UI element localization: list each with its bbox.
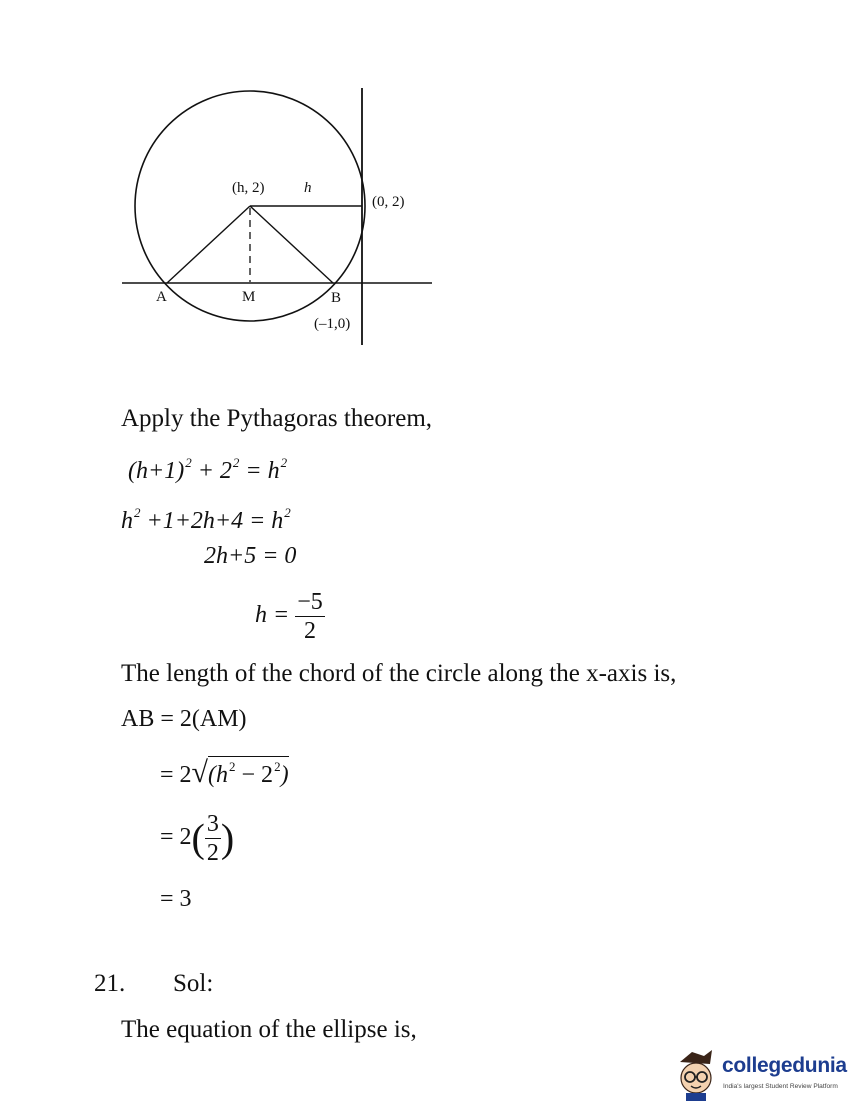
ellipse-equation-text: The equation of the ellipse is, <box>121 1016 417 1043</box>
student-mascot-icon <box>672 1048 720 1102</box>
circle-diagram <box>0 0 860 360</box>
line-center-to-A <box>167 206 250 283</box>
label-center: (h, 2) <box>232 180 265 196</box>
label-M: M <box>242 289 256 305</box>
equation-line-2: $h^2 +1+2h+4 = h^2$ <box>121 505 291 534</box>
label-B: B <box>331 290 342 306</box>
label-A: A <box>156 289 167 305</box>
label-tangent-point: (0, 2) <box>372 194 405 210</box>
line-center-to-B <box>250 206 333 283</box>
logo-name: collegedunia <box>722 1054 847 1077</box>
apply-pythagoras-text: Apply the Pythagoras theorem, <box>121 405 433 432</box>
equation-line-4: h = $\frac{-5}{2}$ <box>255 589 323 644</box>
ab-line-2: = $2√(h^2 - 2^2)$ <box>160 756 289 789</box>
equation-line-1: $(h+1)^2 + 2^2 = h^2$ <box>128 455 288 484</box>
ab-line-3: = 2( $\frac{3}{2}$ ) <box>160 811 235 866</box>
equation-line-3: 2h+5 = 0 <box>204 543 297 569</box>
collegedunia-logo[interactable] <box>672 1046 852 1104</box>
chord-length-text: The length of the chord of the circle along the x-axis is, <box>121 660 677 687</box>
label-h: h <box>304 180 312 196</box>
solution-label: Sol: <box>173 970 214 997</box>
ab-line-1: AB = 2(AM) <box>121 706 247 732</box>
label-B-coords: (–1,0) <box>314 316 351 332</box>
logo-tagline: India's largest Student Review Platform <box>723 1083 838 1090</box>
question-number: 21. <box>94 970 126 997</box>
ab-line-4: = 3 <box>160 886 192 912</box>
